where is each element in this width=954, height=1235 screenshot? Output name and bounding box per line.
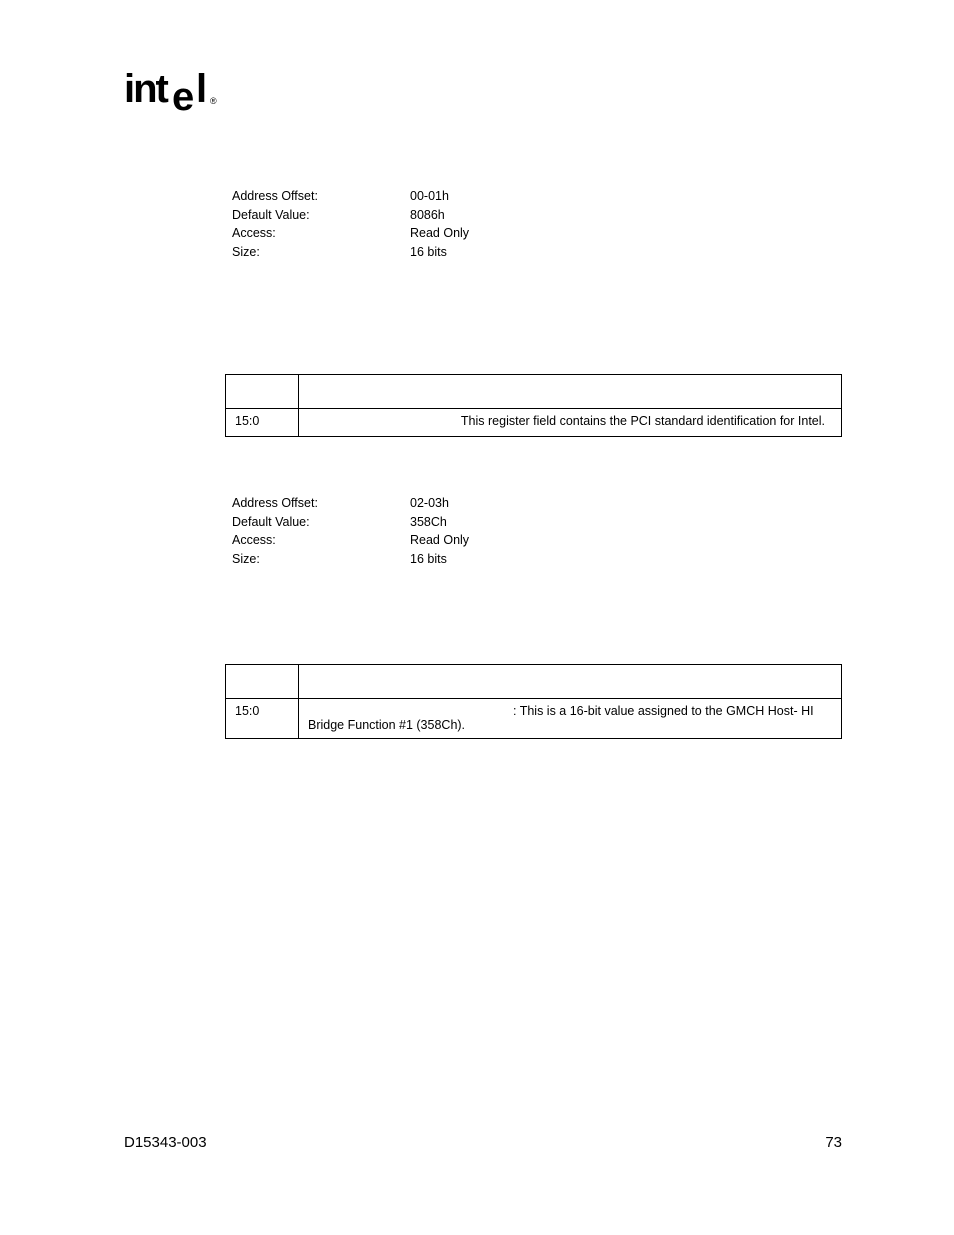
description-line-1: : This is a 16-bit value assigned to the GMCH Host- HI xyxy=(513,704,814,718)
attr-row-access xyxy=(232,224,469,243)
attr-label: Address Offset: xyxy=(232,189,318,203)
register-attributes-vid xyxy=(232,187,469,262)
attr-row-size xyxy=(232,243,469,262)
svg-text:e: e xyxy=(172,75,193,118)
register-attributes-did xyxy=(232,494,469,569)
bit-description-table-did xyxy=(225,664,842,739)
page-number: 73 xyxy=(825,1134,842,1151)
intel-logo xyxy=(124,62,224,118)
attr-value: 00-01h xyxy=(410,189,449,203)
header-cell-bit xyxy=(226,375,299,409)
description-line-2: Bridge Function #1 (358Ch). xyxy=(308,718,466,732)
header-cell-description xyxy=(299,665,842,699)
attr-label: Access: xyxy=(232,533,276,548)
table-row xyxy=(226,699,842,739)
attr-label: Address Offset: xyxy=(232,496,318,510)
attr-label: Access: xyxy=(232,226,276,241)
table-header-row xyxy=(226,665,842,699)
attr-row-default-value xyxy=(232,513,469,532)
bit-range-cell: 15:0 xyxy=(226,699,299,739)
attr-value: Read Only xyxy=(410,533,470,548)
attr-row-size xyxy=(232,550,469,569)
attr-label: Size: xyxy=(232,552,260,567)
attr-value: 358Ch xyxy=(410,514,447,529)
header-cell-description xyxy=(299,375,842,409)
table-row xyxy=(226,409,842,437)
header-cell-bit xyxy=(226,665,299,699)
attr-label: Size: xyxy=(232,245,260,260)
bit-range-cell: 15:0 xyxy=(226,409,299,437)
description-cell: This register field contains the PCI standard identification for Intel. xyxy=(299,409,842,437)
attr-label: Default Value: xyxy=(232,514,310,529)
svg-text:®: ® xyxy=(210,96,217,106)
bit-description-table-vid xyxy=(225,374,842,437)
attr-value: 8086h xyxy=(410,207,445,222)
attr-label: Default Value: xyxy=(232,207,310,222)
table-header-row xyxy=(226,375,842,409)
attr-value: 02-03h xyxy=(410,496,449,510)
document-number: D15343-003 xyxy=(124,1134,207,1151)
attr-value: 16 bits xyxy=(410,552,447,567)
intel-logo-graphic xyxy=(124,62,224,118)
attr-value: Read Only xyxy=(410,226,470,241)
svg-text:int: int xyxy=(124,67,167,111)
attr-row-address-offset xyxy=(232,187,469,206)
attr-row-default-value xyxy=(232,206,469,225)
attr-row-address-offset xyxy=(232,494,469,513)
attr-row-access xyxy=(232,531,469,550)
attr-value: 16 bits xyxy=(410,245,447,260)
svg-text:l: l xyxy=(196,67,208,111)
description-cell xyxy=(299,699,842,739)
